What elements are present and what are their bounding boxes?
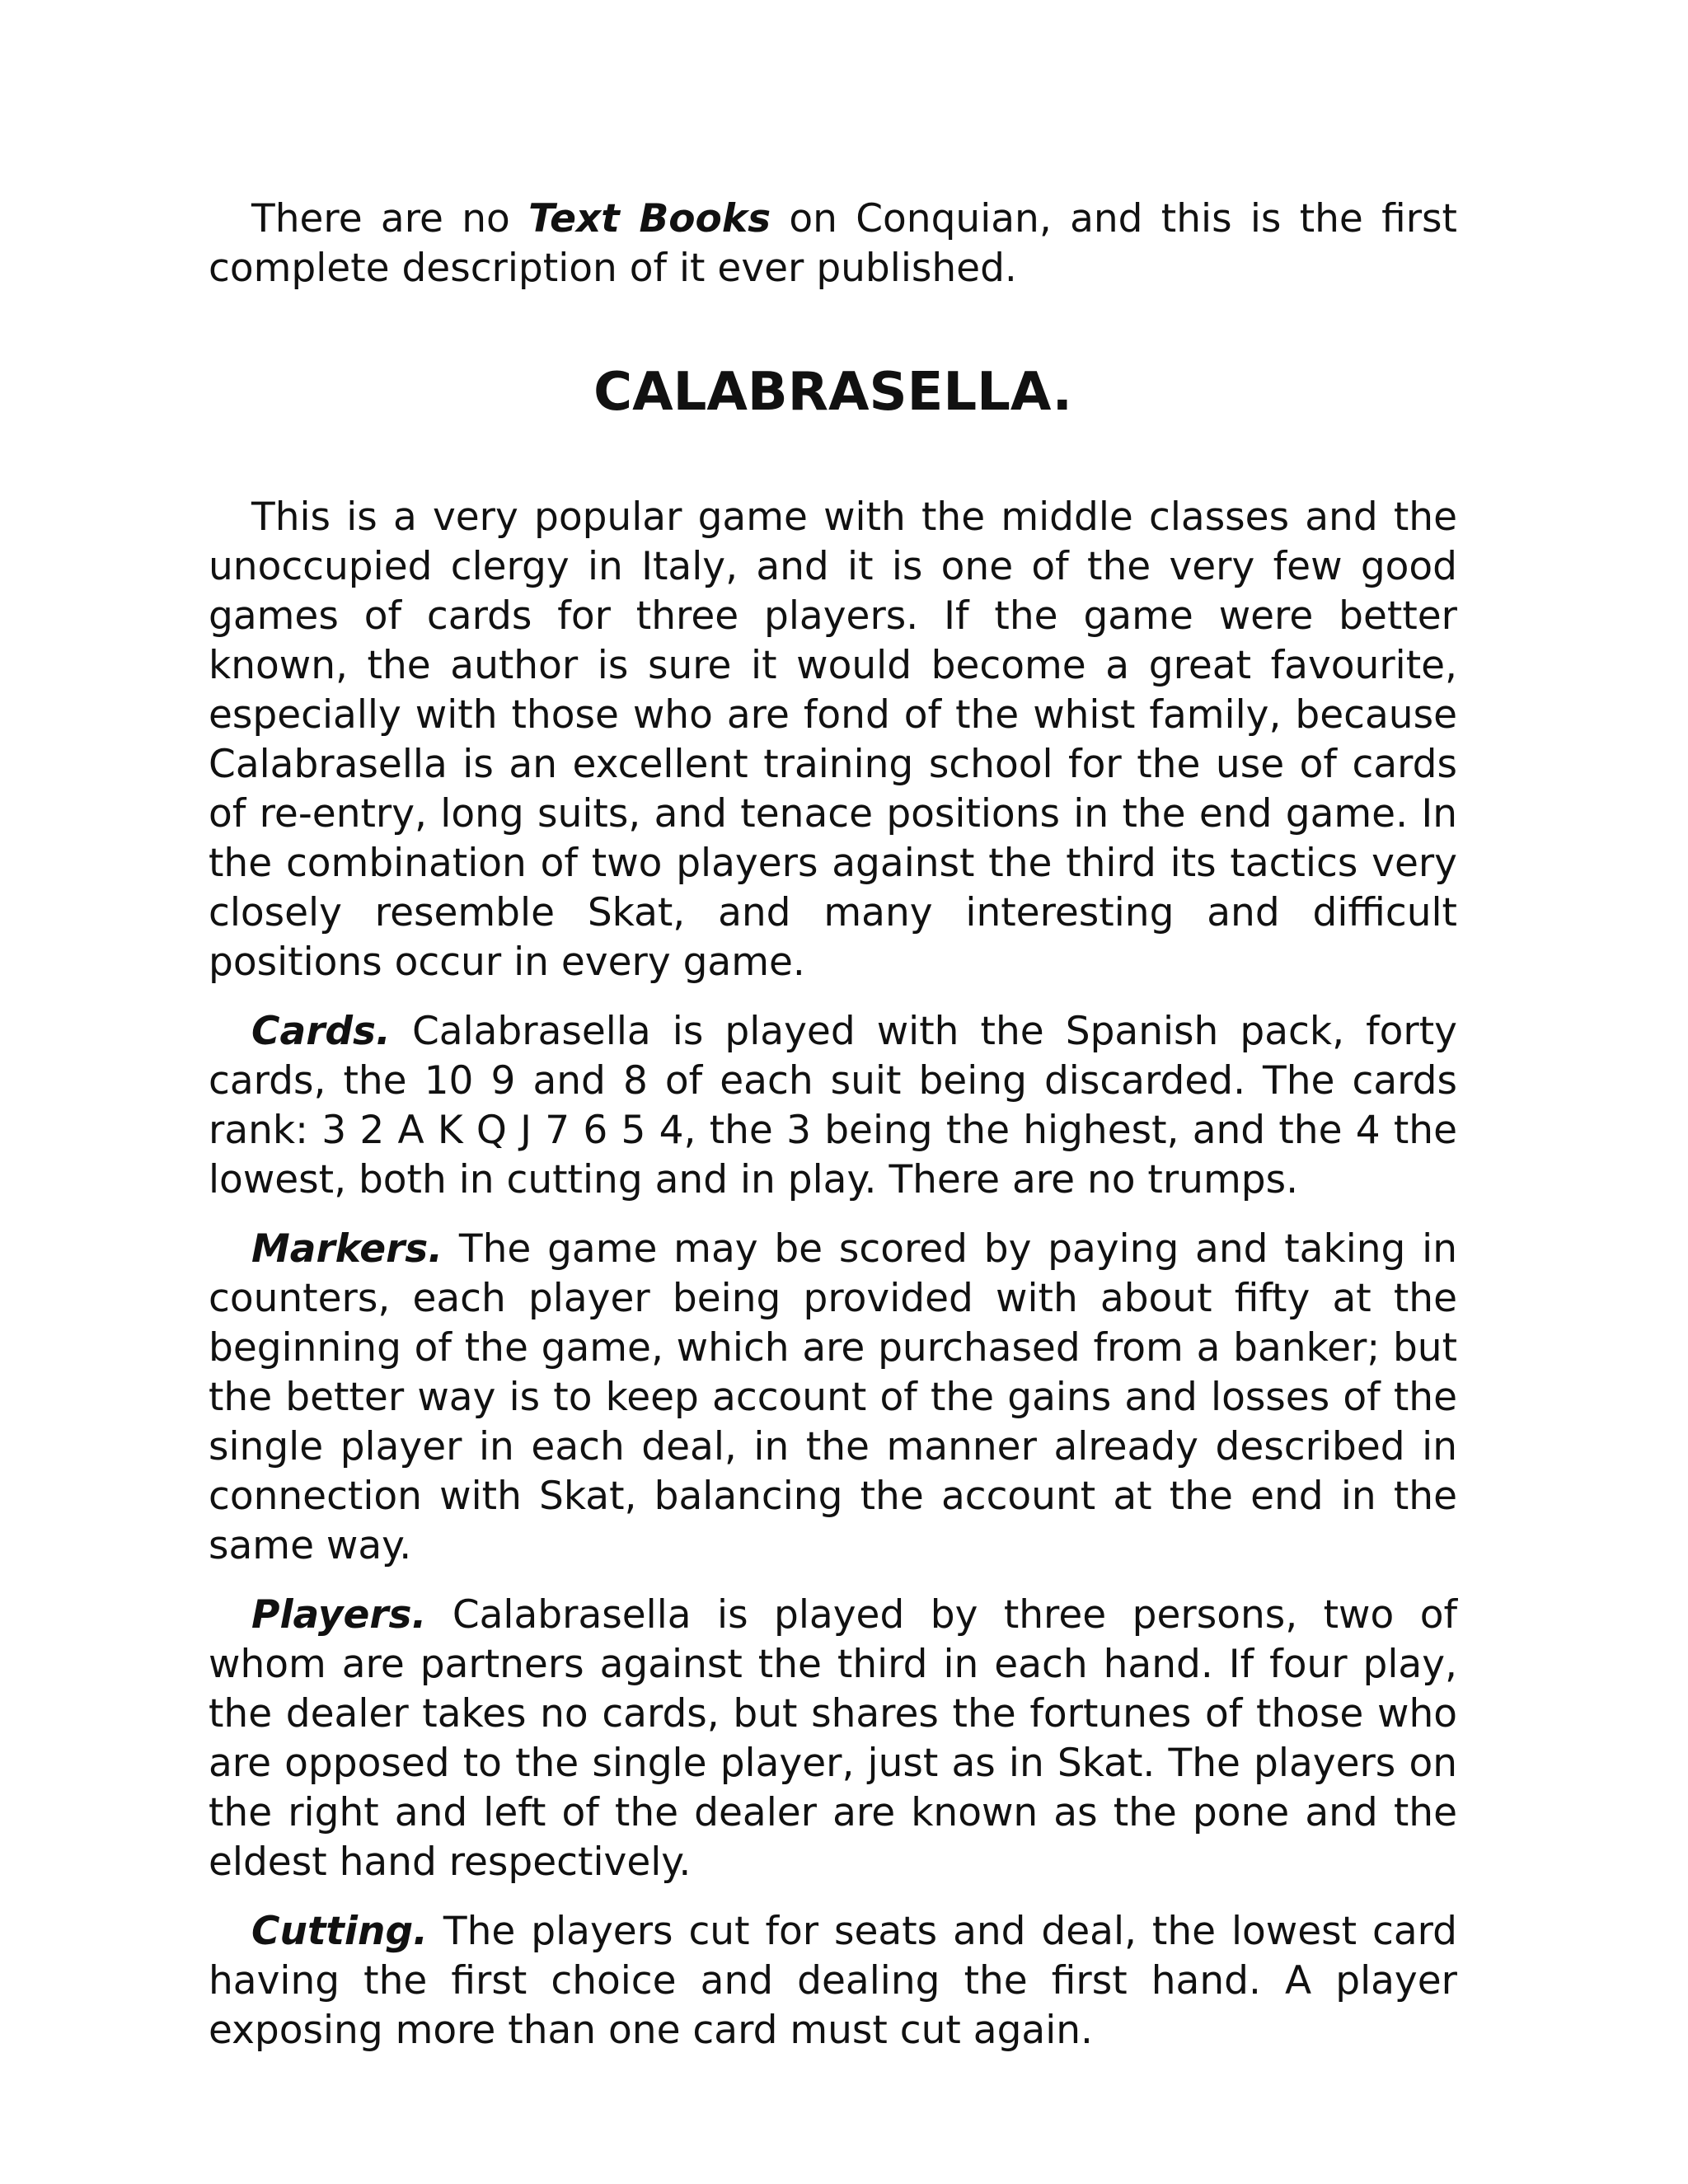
paragraph-markers [209, 1225, 1457, 1571]
paragraph-lead-cutting: Cutting. [251, 1909, 428, 1954]
intro-text-before: There are no [251, 196, 529, 241]
paragraph-lead-cards: Cards. [251, 1009, 391, 1054]
paragraph-lead-markers: Markers. [251, 1226, 443, 1272]
paragraph-text: The players cut for seats and deal, the lowest card having the first choice and dealing the first hand. A player exposing more than one card must cut again. [209, 1909, 1457, 2053]
intro-paragraph [209, 194, 1457, 293]
paragraph-players [209, 1591, 1457, 1887]
paragraph-text: The game may be scored by paying and taking in counters, each player being provided with about fifty at the beginning of the game, which are purchased from a banker; but the better way is to keep account of the gains and losses of the single player in each deal, in the manner already described in connection with Skat, balancing the account at the end in the same way. [209, 1226, 1457, 1568]
paragraph-text: This is a very popular game with the middle classes and the unoccupied clergy in Italy, and it is one of the very few good games of cards for three players. If the game were better known, the author is sure it would become a great favourite, especially with those who are fond of the whist family, because Calabrasella is an excellent training school for the use of cards of re-entry, long suits, and tenace positions in the end game. In the combination of two players against the third its tactics very closely resemble Skat, and many interesting and difficult positions occur in every game. [209, 494, 1457, 985]
paragraph-cutting [209, 1907, 1457, 2055]
paragraph-lead-players: Players. [251, 1592, 427, 1638]
intro-emphasis: Text Books [528, 196, 771, 241]
paragraph-text: Calabrasella is played with the Spanish pack, forty cards, the 10 9 and 8 of each suit being discarded. The cards rank: 3 2 A K Q J 7 6 5 4, the 3 being the highest, and the 4 the lowest, both in cutting and in play. There are no trumps. [209, 1009, 1457, 1202]
page-body [209, 194, 1457, 2055]
paragraph-description [209, 493, 1457, 987]
paragraph-text: Calabrasella is played by three persons, two of whom are partners against the third in each hand. If four play, the dealer takes no cards, but shares the fortunes of those who are opposed to the single player, just as in Skat. The players on the right and left of the dealer are known as the pone and the eldest hand respectively. [209, 1592, 1457, 1885]
intro-text-after: on Conquian, and this is the first complete description of it ever published. [209, 196, 1457, 291]
section-heading: CALABRASELLA. [593, 362, 1072, 423]
paragraph-cards [209, 1007, 1457, 1205]
